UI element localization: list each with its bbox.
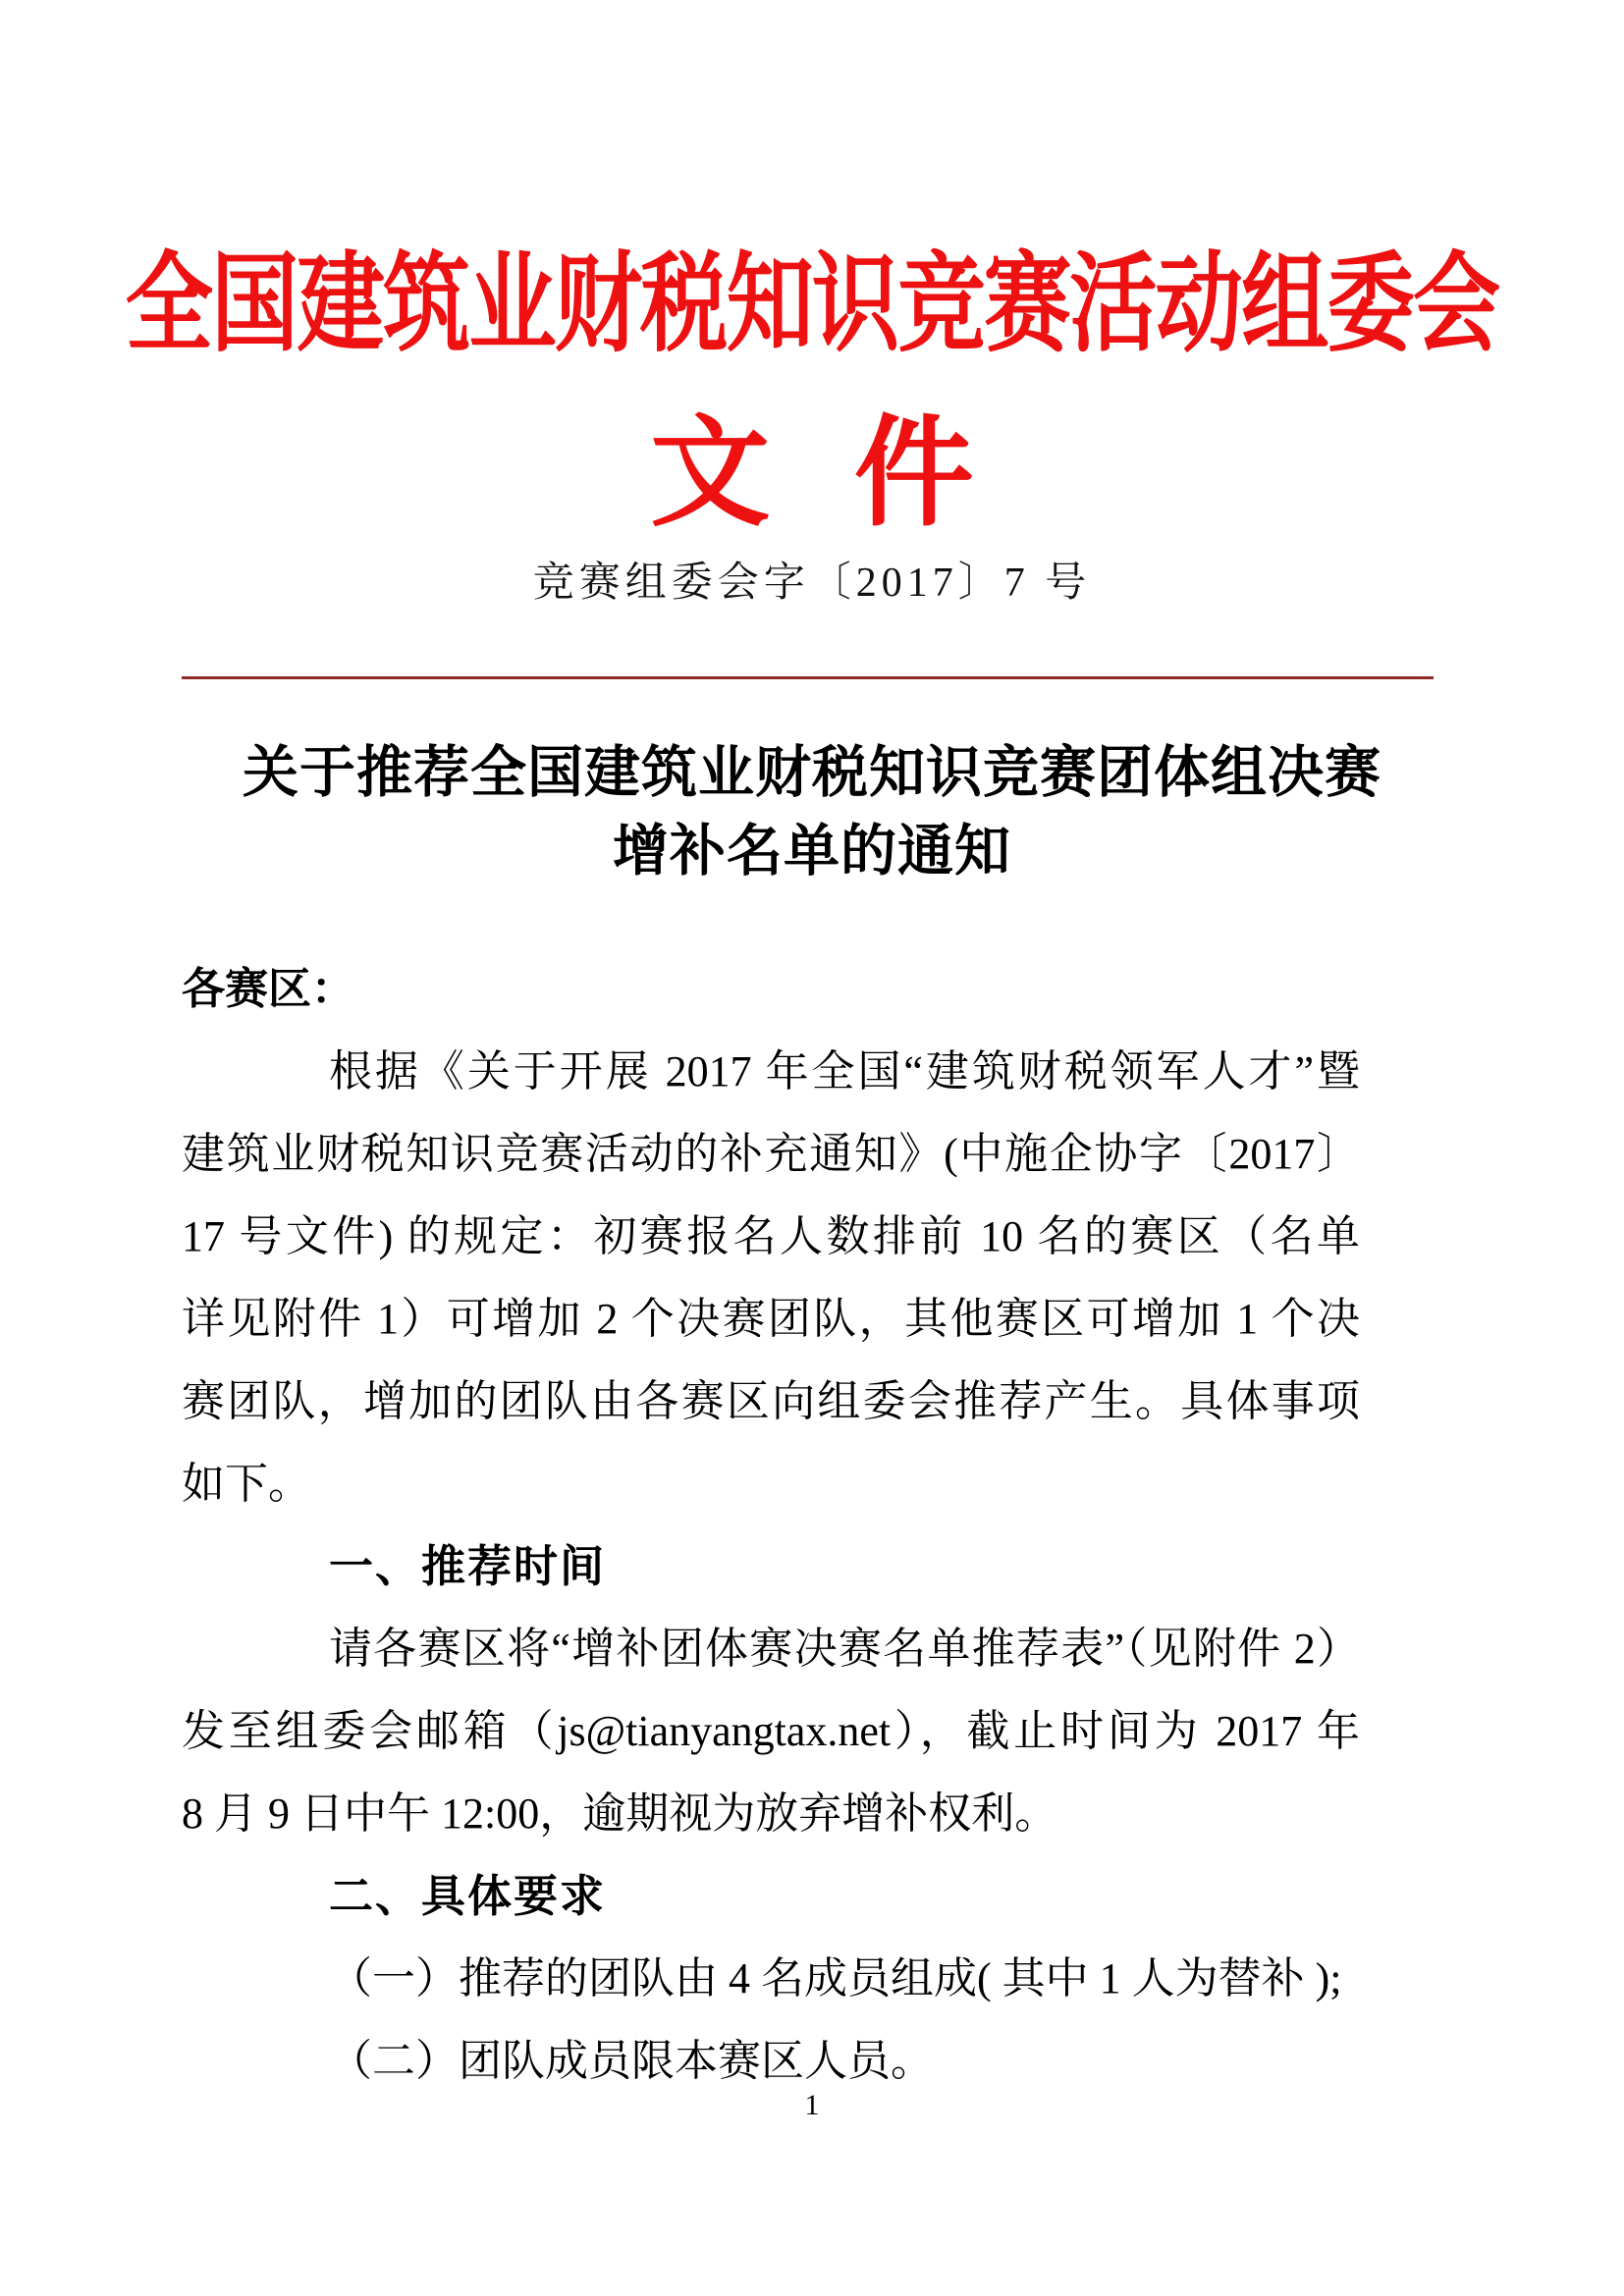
page-number: 1 [804, 2089, 820, 2121]
body-line: （一）推荐的团队由 4 名成员组成( 其中 1 人为替补 ); [329, 1954, 1342, 2002]
section-heading-1: 一、推荐时间 [329, 1541, 607, 1591]
letterhead-rule [182, 676, 1434, 679]
body-line: 建筑业财税知识竞赛活动的补充通知》(中施企协字〔2017〕 [182, 1130, 1360, 1178]
doc-title-line1: 关于推荐全国建筑业财税知识竞赛团体组决赛 [243, 742, 1381, 804]
body-text [182, 948, 1360, 2103]
body-line: 17 号文件) 的规定：初赛报名人数排前 10 名的赛区（名单 [182, 1212, 1360, 1260]
body-line: （二）团队成员限本赛区人员。 [329, 2037, 934, 2085]
body-line: 8 月 9 日中午 12:00，逾期视为放弃增补权利。 [182, 1789, 1058, 1838]
doc-title [0, 734, 1624, 891]
doc-title-line2: 增补名单的通知 [613, 821, 1011, 882]
letterhead-org-title: 全国建筑业财税知识竞赛活动组委会 [125, 243, 1499, 365]
letterhead-doc-type: 文 件 [650, 408, 974, 541]
body-line: 赛团队，增加的团队由各赛区向组委会推荐产生。具体事项 [182, 1377, 1360, 1425]
body-line: 发至组委会邮箱（js@tianyangtax.net），截止时间为 2017 年 [182, 1707, 1360, 1755]
body-line: 如下。 [182, 1460, 311, 1508]
body-line: 详见附件 1）可增加 2 个决赛团队，其他赛区可增加 1 个决 [182, 1295, 1360, 1343]
doc-number: 竞赛组委会字〔2017〕7 号 [532, 561, 1092, 606]
salutation: 各赛区： [182, 965, 354, 1013]
body-line: 根据《关于开展 2017 年全国“建筑财税领军人才”暨 [329, 1047, 1360, 1095]
body-line: 请各赛区将“增补团体赛决赛名单推荐表”（见附件 2） [329, 1625, 1360, 1673]
section-heading-2: 二、具体要求 [329, 1871, 607, 1921]
